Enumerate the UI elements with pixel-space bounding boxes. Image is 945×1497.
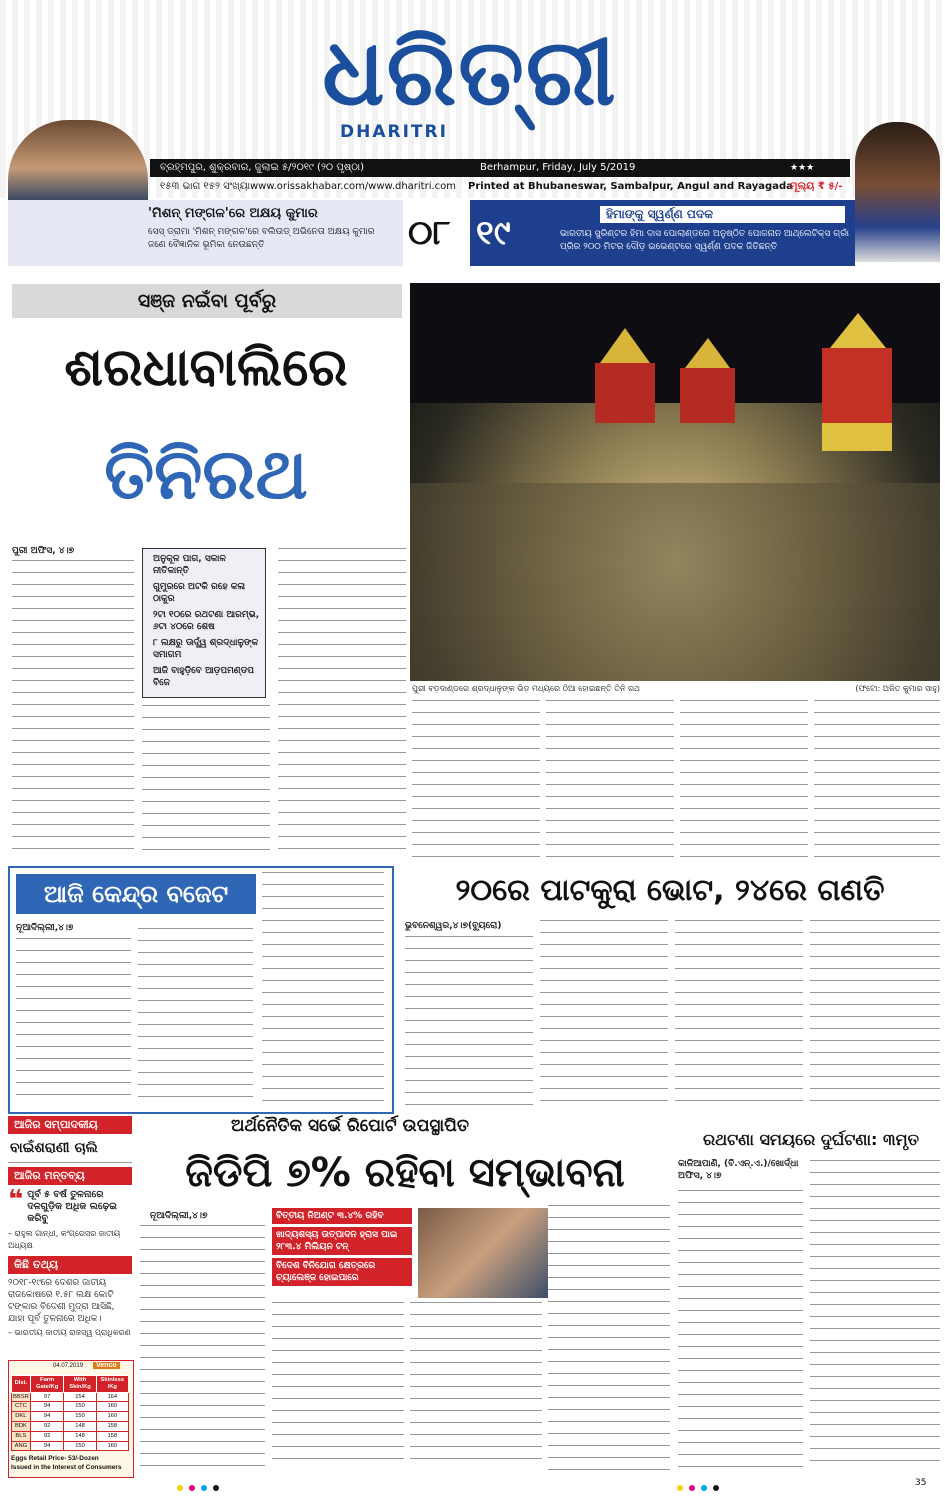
- lead-bullets: [142, 548, 266, 698]
- egg-table-cell: 160: [96, 1402, 128, 1412]
- accident-dateline: କାଳିଆପାଣି, (ବି.ଏନ୍.ଏ.)/ଖୋର୍ଦ୍ଧା ଅଫିସ, ୪।୭: [678, 1159, 799, 1181]
- editorial-title[interactable]: ବାଇଁଶରାଣୀ ଚାଲି: [8, 1134, 132, 1163]
- patkura-body-col4: [810, 920, 940, 1106]
- lead-body-col3: [278, 548, 406, 860]
- lead-bullet: ଆଜି ବାହୁଡ଼ିବେ ଆଡ଼ପମଣ୍ଡପ ବିଜେ: [153, 666, 255, 688]
- gdp-dateline: ନୂଆଦିଲ୍ଲୀ,୪।୭: [150, 1211, 208, 1221]
- egg-table-row: [12, 1402, 129, 1412]
- gdp-body-col3: [410, 1302, 542, 1470]
- lead-bullet: ୮ ଲକ୍ଷରୁ ଊର୍ଦ୍ଧ୍ୱ ଶ୍ରଦ୍ଧାଳୁଙ୍କ ସମାଗମ: [153, 638, 259, 660]
- teaser-strip: [0, 198, 945, 270]
- patkura-body-col1: [405, 936, 533, 1106]
- egg-col-header: Skinless /Kg: [96, 1376, 128, 1393]
- teaser-right[interactable]: [470, 200, 855, 266]
- egg-table-cell: 150: [64, 1441, 96, 1451]
- teaser-page-left[interactable]: ୦୮: [408, 213, 451, 253]
- page-number: 35: [915, 1478, 927, 1488]
- egg-price-table: [11, 1375, 129, 1451]
- fact-text: ୨୦୧୮-୧୯ରେ ଦେଶର ଜାତୀୟ ରାଜକୋଷରେ ୧.୫୮ ଲକ୍ଷ କୋଟି ଟଙ୍କାର ବିଦେଶୀ ମୁଦ୍ରା ଆସିଛି, ଯାହା ପୂର୍ବ ତୁଳନାରେ ଅଧିକ।: [8, 1278, 115, 1324]
- budget-body-col1: [16, 938, 131, 1103]
- budget-body-col3: [262, 872, 384, 1103]
- egg-table-cell: 154: [64, 1392, 96, 1402]
- lead-headline-1: ଶରଧାବାଲିରେ: [64, 338, 348, 398]
- egg-table-row: [12, 1421, 129, 1431]
- lead-body-col1: [12, 560, 134, 860]
- teaser-left-body: ସେସ୍ ଡ୍ରାମା 'ମିଶନ୍ ମଙ୍ଗଳ'ରେ ବଲିଉଡ୍ ଅଭିନେତା ଅକ୍ଷୟ କୁମାର ଜଣେ ବୈଜ୍ଞାନିକ ଭୂମିକା ନେଉଛନ୍ତି: [148, 227, 375, 250]
- budget-dateline: ନୂଆଦିଲ୍ଲୀ,୪।୭: [16, 923, 74, 933]
- egg-table-cell: 150: [64, 1402, 96, 1412]
- egg-table-cell: DKL: [12, 1412, 31, 1422]
- chariots-illustration: [410, 283, 940, 681]
- egg-table-cell: 94: [30, 1402, 64, 1412]
- egg-table-row: [12, 1431, 129, 1441]
- egg-brand: Venco: [93, 1362, 120, 1369]
- patkura-body-col3: [675, 920, 803, 1106]
- price: ମୂଲ୍ୟ ₹ ୫/-: [790, 181, 843, 192]
- teaser-left-title: 'ମିଶନ୍ ମଙ୍ଗଳ'ରେ ଅକ୍ଷୟ କୁମାର: [148, 206, 318, 221]
- accident-headline: ରଥଟଣା ସମୟରେ ଦୁର୍ଘଟଣା: ୩ମୃତ: [703, 1130, 919, 1149]
- egg-table-cell: 160: [96, 1412, 128, 1422]
- egg-col-header: DIst.: [12, 1376, 31, 1393]
- budget-title: ଆଜି କେନ୍ଦ୍ର ବଜେଟ: [16, 874, 256, 914]
- egg-table-cell: 150: [64, 1412, 96, 1422]
- gdp-body-col1: [140, 1225, 265, 1470]
- quote-mark-icon: ❝: [8, 1185, 24, 1215]
- lead-bullet: ୨ଟା ୧୦ରେ ରଥଟଣା ଆରମ୍ଭ, ୬ଟା ୪୦ରେ ଶେଷ: [153, 610, 260, 632]
- info-bar: [150, 178, 850, 196]
- lead-body-col2: [142, 705, 270, 860]
- teaser-left[interactable]: [8, 200, 403, 266]
- lead-bullet: ଅନୁକୂଳ ପାଗ, ସକାଳ ନୀତିକାନ୍ତି: [153, 554, 226, 576]
- lead-bullet: ଗୁମୁରରେ ଅଟକି ରହେ କଳା ଠାକୁର: [153, 582, 246, 604]
- egg-price-ad: [8, 1360, 134, 1478]
- dateline-odia: ବ୍ରହ୍ମପୁର, ଶୁକ୍ରବାର, ଜୁଲାଇ ୫/୨୦୧୯ (୨୦ ପୃଷ୍ଠା): [160, 162, 365, 173]
- egg-table-cell: CTC: [12, 1402, 31, 1412]
- print-marks: [60, 1478, 880, 1488]
- patkura-body-col2: [540, 920, 668, 1106]
- lead-dateline: ପୁରୀ ଅଫିସ, ୪।୭: [12, 546, 75, 556]
- egg-table-cell: 92: [30, 1431, 64, 1441]
- accident-body-col2: [810, 1160, 940, 1470]
- egg-col-header: With Skin/Kg: [64, 1376, 96, 1393]
- dateline-en: Berhampur, Friday, July 5/2019: [480, 162, 636, 173]
- masthead: [0, 0, 945, 198]
- egg-table-cell: BBSR: [12, 1392, 31, 1402]
- egg-table-cell: ANG: [12, 1441, 31, 1451]
- gdp-bullet: ବିତ୍ତୀୟ ନିଅଣ୍ଟ ୩.୪% ରହିବ: [272, 1208, 412, 1224]
- logo-odia: ଧରିତ୍ରୀ: [322, 19, 618, 126]
- lead-photo: [410, 283, 940, 681]
- patkura-headline: ୨୦ରେ ପାଟକୁରା ଭୋଟ, ୨୪ରେ ଗଣତି: [455, 873, 885, 908]
- lead-body-col4: [412, 700, 540, 860]
- egg-table-cell: 148: [64, 1421, 96, 1431]
- egg-col-header: Farm Gate/Kg: [30, 1376, 64, 1393]
- egg-table-cell: 97: [30, 1392, 64, 1402]
- egg-table-cell: 158: [96, 1421, 128, 1431]
- teaser-page-right: ୧୯: [476, 213, 511, 253]
- egg-table-row: [12, 1392, 129, 1402]
- egg-table-header: [12, 1376, 129, 1393]
- teaser-right-title: ହିମାଙ୍କୁ ସ୍ୱର୍ଣ୍ଣ ପଦକ: [600, 206, 845, 223]
- patkura-dateline: ଭୁବନେଶ୍ୱର,୪।୭(ବ୍ୟୁରୋ): [405, 921, 502, 931]
- editorial-label: ଆଜିର ସମ୍ପାଦକୀୟ: [8, 1116, 132, 1134]
- volume: ୧୫୩ ଭାଗ ୧୫୨ ସଂଖ୍ୟା: [160, 181, 251, 192]
- egg-table-cell: 148: [64, 1431, 96, 1441]
- gdp-kicker: ଅର୍ଥନୈତିକ ସର୍ଭେ ରିପୋର୍ଟ ଉପସ୍ଥାପିତ: [231, 1116, 469, 1136]
- logo-en: DHARITRI: [340, 122, 448, 142]
- egg-table-cell: BLS: [12, 1431, 31, 1441]
- photo-credit: (ଫଟୋ: ଅଜିତ କୁମାର ସାହୁ): [855, 684, 940, 693]
- dateline-bar: [150, 159, 850, 177]
- lead-headline-2: ତିନିରଥ: [104, 433, 308, 515]
- gdp-body-col2: [272, 1302, 404, 1470]
- accident-body-col1: [678, 1190, 803, 1470]
- gdp-bullet: ବିଦେଶ ବିନିଯୋଗ କ୍ଷେତ୍ରରେ ଚ୍ୟାଲେଞ୍ଜ ହୋଇପାରେ: [272, 1258, 412, 1286]
- quote-label: ଆଜିର ମନ୍ତବ୍ୟ: [8, 1167, 132, 1185]
- egg-table-row: [12, 1412, 129, 1422]
- logo: [300, 18, 640, 142]
- gdp-headline: ଜିଡିପି ୭% ରହିବା ସମ୍ଭାବନା: [185, 1150, 625, 1196]
- lead-kicker: ସଞ୍ଜ ନଇଁବା ପୂର୍ବରୁ: [12, 284, 402, 318]
- budget-body-col2: [138, 928, 253, 1103]
- teaser-right-body: ଭାରତୀୟ ସ୍ପ୍ରିଣ୍ଟର ହିମା ଦାସ ପୋଲାଣ୍ଡରେ ଅନୁଷ୍ଠିତ ପୋଜନାନ ଆଥ୍‌ଲେଟିକ୍ସ ଗ୍ରାଁ ପ୍ରିର ୨୦୦ ମିଟର ଦୌଡ଼ ଇଭେଣ୍ଟରେ ସ୍ୱର୍ଣ୍ଣ ପଦକ ଜିତିଛନ୍ତି: [560, 229, 850, 252]
- egg-table-cell: 94: [30, 1412, 64, 1422]
- egg-table-cell: 160: [96, 1441, 128, 1451]
- akshay-photo: [8, 120, 148, 200]
- egg-table-cell: 94: [30, 1441, 64, 1451]
- egg-table-row: [12, 1441, 129, 1451]
- gdp-body-col4: [548, 1205, 670, 1470]
- websites: www.orissakhabar.com/www.dharitri.com: [250, 181, 457, 192]
- egg-footer-1: Eggs Retail Price- 53/-Dozen: [11, 1455, 99, 1462]
- egg-date: 04.07.2019: [53, 1363, 84, 1369]
- sitharaman-photo: [418, 1208, 548, 1298]
- fact-source: – ଭାରତୀୟ ଜାତୀୟ ରାଜସ୍ୱ ପ୍ରାଧିକରଣ: [8, 1328, 131, 1337]
- egg-table-cell: 92: [30, 1421, 64, 1431]
- gdp-bullets: [272, 1208, 412, 1298]
- printed: Printed at Bhubaneswar, Sambalpur, Angul and Rayagada: [468, 181, 793, 192]
- quote-text: ପୂର୍ବ ୫ ବର୍ଷ ତୁଳନାରେ ଦଳଗୁଡ଼ିକ ଅଧିକ ଲଢ଼େଇ କରିବୁ: [27, 1189, 118, 1224]
- budget-box: [8, 866, 394, 1114]
- stars: ★★★: [790, 163, 815, 173]
- lead-body-col5: [546, 700, 674, 860]
- lead-body-col7: [814, 700, 940, 860]
- egg-table-cell: 164: [96, 1392, 128, 1402]
- lead-body-col6: [680, 700, 808, 860]
- egg-table-cell: 158: [96, 1431, 128, 1441]
- quote-author: – ରାହୁଲ ଗାନ୍ଧୀ, କଂଗ୍ରେସର ଜାତୀୟ ଅଧ୍ୟକ୍ଷ: [8, 1229, 121, 1250]
- egg-table-cell: BDK: [12, 1421, 31, 1431]
- egg-footer-2: Issued in the Interest of Consumers: [11, 1464, 122, 1471]
- fact-label: କିଛି ତଥ୍ୟ: [8, 1256, 132, 1274]
- gdp-bullet: ଖାଦ୍ୟଶସ୍ୟ ଉତ୍ପାଦନ ହ୍ରାସ ପାଇ ୨୮୩.୪ ମିଲିୟନ ଟନ୍: [272, 1227, 412, 1255]
- photo-caption: ପୁରୀ ବଡ଼ଦାଣ୍ଡରେ ଶ୍ରଦ୍ଧାଳୁଙ୍କ ଭିଡ଼ ମଧ୍ୟରେ ଠିଆ ହୋଇଛନ୍ତି ତିନି ରଥ: [412, 684, 641, 693]
